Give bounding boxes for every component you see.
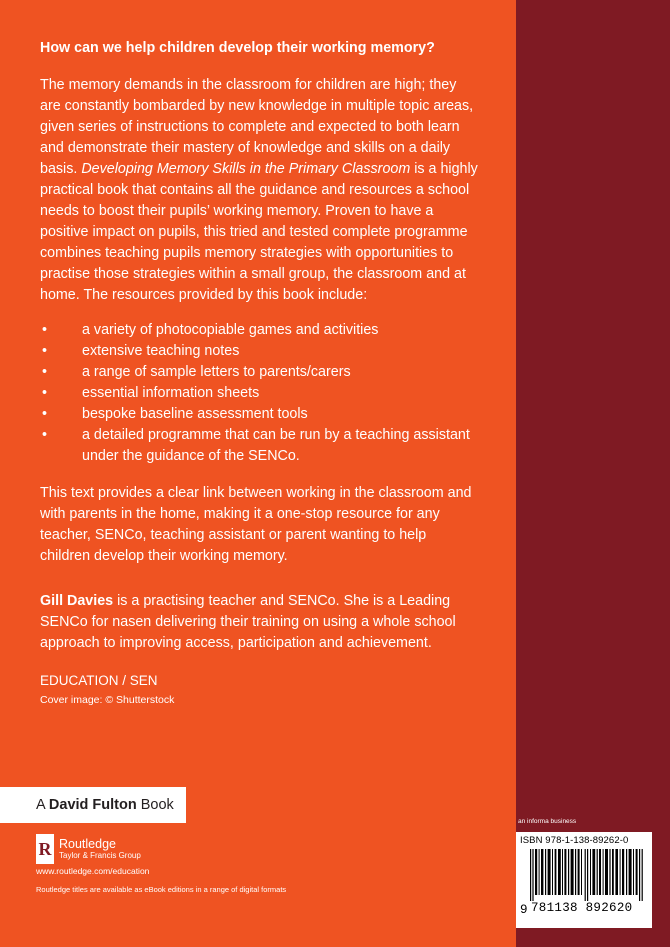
list-item-text: a variety of photocopiable games and activities (82, 322, 379, 338)
book-title: Developing Memory Skills in the Primary Classroom (81, 161, 411, 177)
blurb-text-1: The memory demands in the classroom for children are high; they are constantly bombarded by new knowledge in multiple topic areas, given series of instructions to complete and expected to both learn and demonstrate their mastery of knowledge and skills on a daily basis. (40, 77, 474, 177)
bullet-icon: • (42, 364, 48, 380)
list-item-text: extensive teaching notes (82, 343, 240, 359)
bullet-icon: • (42, 385, 48, 401)
routledge-name: Routledge (59, 837, 116, 851)
list-item (40, 320, 480, 341)
barcode-icon (530, 849, 646, 901)
spine-panel (516, 0, 670, 947)
publisher-url: www.routledge.com/education (36, 866, 150, 876)
list-item-text: essential information sheets (82, 385, 260, 401)
publisher-suffix: Book (136, 797, 174, 813)
routledge-r-icon: R (36, 834, 54, 864)
isbn-first-digit: 9 (520, 903, 528, 917)
david-fulton-label (0, 787, 186, 823)
isbn-label: ISBN 978-1-138-89262-0 (520, 835, 629, 846)
informa-label: an informa business (518, 818, 577, 825)
list-item-text: a range of sample letters to parents/carers (82, 364, 351, 380)
list-item-text: bespoke baseline assessment tools (82, 406, 308, 422)
isbn-barcode (516, 832, 652, 928)
cover-credit: Cover image: © Shutterstock (40, 694, 175, 706)
bullet-icon: • (42, 427, 48, 443)
author-bio-text: is a practising teacher and SENCo. She is a Leading SENCo for nasen delivering their training on using a whole school approach to improving access, participation and achievement. (40, 593, 456, 651)
list-item (40, 341, 480, 362)
list-item (40, 362, 480, 383)
ebook-note: Routledge titles are available as eBook editions in a range of digital formats (36, 885, 287, 894)
blurb (40, 38, 480, 707)
list-item (40, 425, 480, 467)
author-bio (40, 591, 480, 654)
routledge-logo (36, 833, 141, 865)
publisher-prefix: A (36, 797, 49, 813)
summary-paragraph: This text provides a clear link between working in the classroom and with parents in the home, making it a one-stop resource for any teacher, SENCo, teaching assistant or parent wanting to help children develop their working memory. (40, 485, 472, 564)
author-name: Gill Davies (40, 593, 114, 609)
list-item (40, 404, 480, 425)
routledge-subtitle: Taylor & Francis Group (59, 851, 141, 860)
subject-category: EDUCATION / SEN (40, 673, 158, 688)
bullet-icon: • (42, 343, 48, 359)
isbn-number: 781138 892620 (531, 901, 633, 915)
bullet-icon: • (42, 406, 48, 422)
publisher-brand: David Fulton (48, 797, 137, 813)
list-item-text: a detailed programme that can be run by a teaching assistant under the guidance of the SENCo. (82, 427, 470, 464)
isbn-digits (518, 898, 650, 918)
bullet-icon: • (42, 322, 48, 338)
list-item (40, 383, 480, 404)
resource-list (40, 320, 480, 467)
blurb-heading: How can we help children develop their working memory? (40, 40, 435, 56)
blurb-text-2: is a highly practical book that contains all the guidance and resources a school needs to boost their pupils’ working memory. Proven to have a positive impact on pupils, this tried and tested complete programme combines teaching pupils memory strategies with opportunities to practise those strategies within a small group, the classroom and at home. The resources provided by this book include: (40, 161, 478, 303)
blurb-paragraph (40, 75, 480, 306)
